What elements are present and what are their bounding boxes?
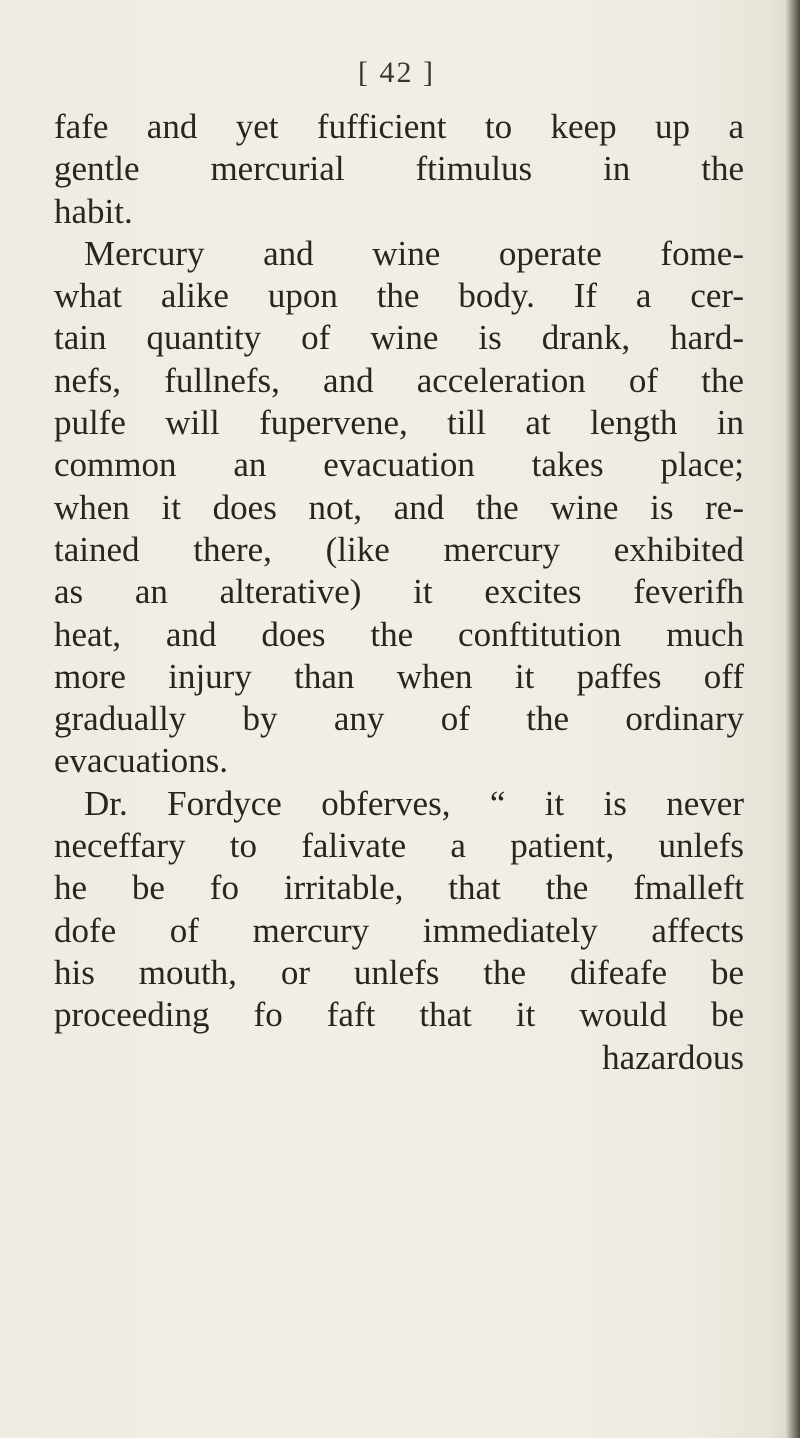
text-line: Dr. Fordyce obferves, “ it is never <box>84 783 744 823</box>
text-line: when it does not, and the wine is re- <box>54 487 744 527</box>
text-line: tained there, (like mercury exhibited <box>54 529 744 569</box>
text-line: what alike upon the body. If a cer- <box>54 276 744 316</box>
text-line: heat, and does the conftitution much <box>54 614 744 654</box>
text-line: common an evacuation takes place; <box>54 445 744 485</box>
text-line: fafe and yet fufficient to keep up a <box>54 107 744 146</box>
page-edge-shadow <box>786 0 800 1438</box>
text-line: gentle mercurial ftimulus in the <box>54 149 744 189</box>
text-line: nefs, fullnefs, and acceleration of the <box>54 360 744 400</box>
text-line: as an alterative) it excites feverifh <box>54 572 744 612</box>
text-line: evacuations. <box>54 741 228 781</box>
text-line: he be fo irritable, that the fmalleft <box>54 868 744 908</box>
text-line: gradually by any of the ordinary <box>54 699 744 739</box>
text-line: pulfe will fupervene, till at length in <box>54 403 744 443</box>
body-text <box>54 106 744 1079</box>
text-line: his mouth, or unlefs the difeafe be <box>54 952 744 992</box>
text-line: proceeding fo faft that it would be <box>54 995 744 1035</box>
text-line: habit. <box>54 191 133 231</box>
text-line: Mercury and wine operate fome- <box>84 233 744 273</box>
catchword: hazardous <box>602 1037 744 1077</box>
text-line: tain quantity of wine is drank, hard- <box>54 318 744 358</box>
page-number: [ 42 ] <box>358 56 435 89</box>
text-line: dofe of mercury immediately affects <box>54 910 744 950</box>
text-line: neceffary to falivate a patient, unlefs <box>54 826 744 866</box>
text-line: more injury than when it paffes off <box>54 656 744 696</box>
